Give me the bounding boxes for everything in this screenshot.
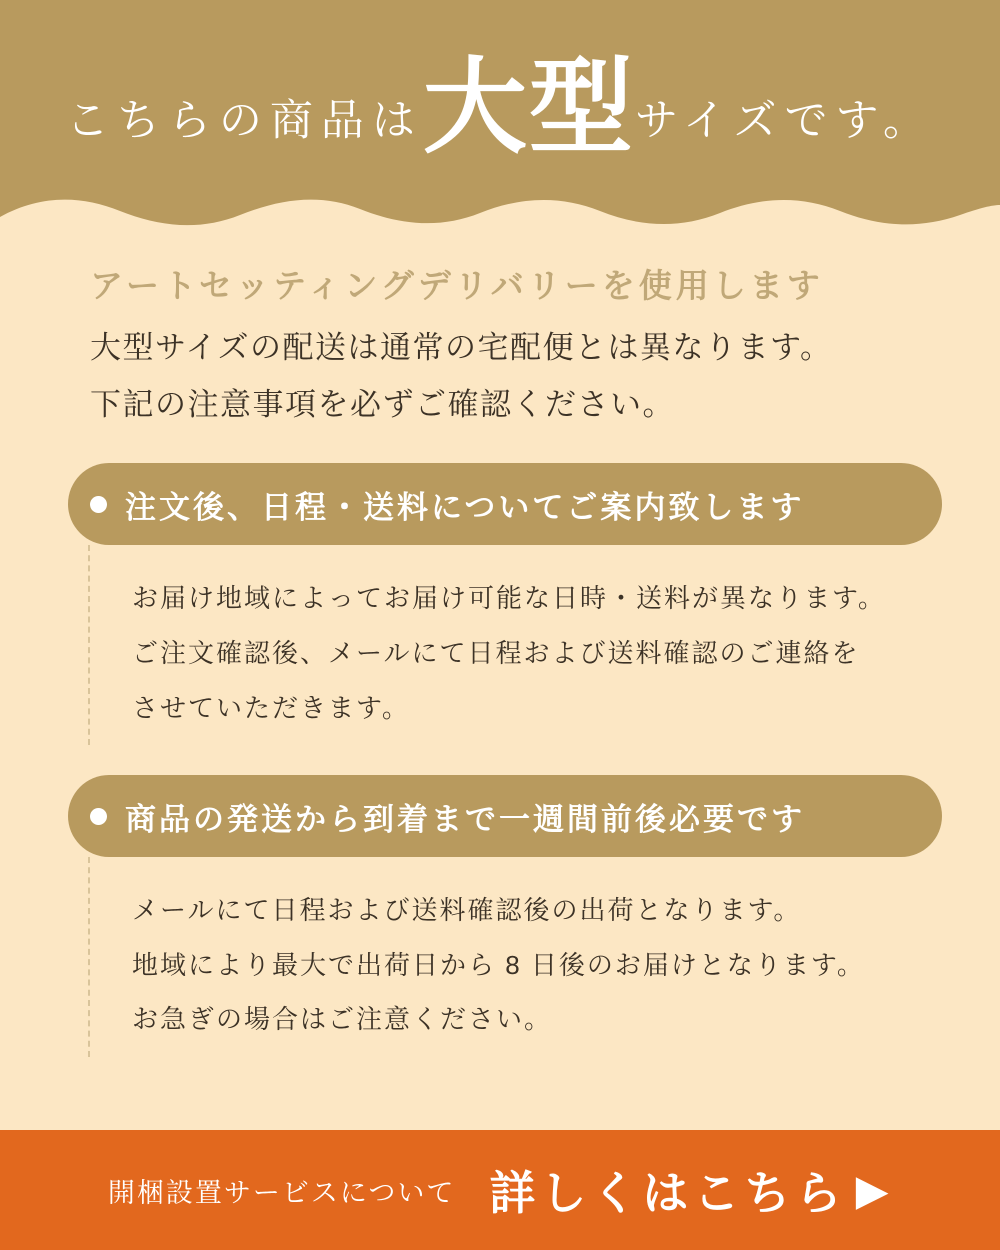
notice-body-2-line-3: お急ぎの場合はご注意ください。 — [132, 1004, 553, 1035]
play-arrow-icon: ▶ — [856, 1169, 893, 1213]
header-title-wrap — [0, 0, 1000, 200]
cta-banner-link[interactable] — [0, 1130, 1000, 1250]
intro-lead: アートセッティングデリバリーを使用します — [90, 267, 824, 304]
wave-divider — [0, 187, 1000, 232]
notice-body-1-line-3: させていただきます。 — [132, 692, 410, 723]
notice-body-2-line-1: メールにて日程および送料確認後の出荷となります。 — [132, 895, 802, 926]
intro-block — [0, 232, 1000, 433]
notice-section-2 — [0, 775, 1000, 1057]
notice-heading-2-label: 商品の発送から到着まで一週間前後必要です — [125, 801, 805, 837]
title-highlight: 大型 — [422, 50, 635, 166]
page-title — [65, 48, 935, 166]
notice-body-2 — [88, 857, 1000, 1057]
dot-icon — [90, 808, 107, 825]
title-suffix: サイズです。 — [634, 97, 935, 145]
cta-small-label: 開梱設置サービスについて — [107, 1177, 456, 1208]
notice-section-1 — [0, 463, 1000, 745]
notice-body-1-line-1: お届け地域によってお届け可能な日時・送料が異なります。 — [132, 583, 886, 614]
notice-heading-2 — [68, 775, 942, 857]
title-prefix: こちらの商品は — [65, 97, 423, 145]
notice-body-2-line-2: 地域により最大で出荷日から 8 日後のお届けとなります。 — [132, 949, 865, 980]
intro-line-2: 下記の注意事項を必ずご確認ください。 — [90, 387, 675, 423]
dot-icon — [90, 496, 107, 513]
notice-body-1 — [88, 545, 1000, 745]
notice-heading-1 — [68, 463, 942, 545]
cta-big-label-wrap — [489, 1157, 892, 1223]
notice-heading-1-label: 注文後、日程・送料についてご案内致します — [125, 489, 805, 525]
intro-line-1: 大型サイズの配送は通常の宅配便とは異なります。 — [90, 329, 833, 365]
cta-big-label: 詳しくはこちら — [489, 1167, 847, 1219]
notice-body-1-line-2: ご注文確認後、メールにて日程および送料確認のご連絡を — [132, 638, 860, 669]
header-band — [0, 0, 1000, 232]
